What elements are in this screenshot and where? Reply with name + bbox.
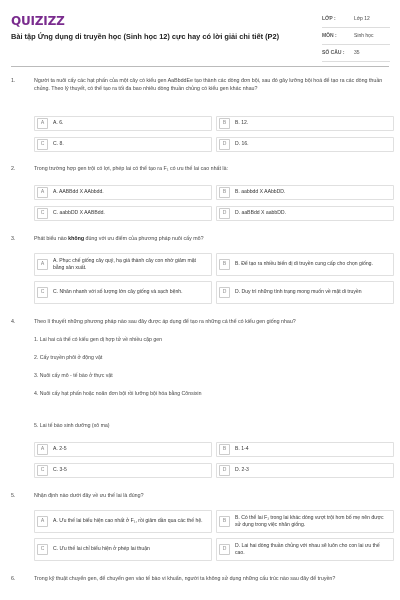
option-letter: C — [37, 544, 48, 555]
page-title: Bài tập Ứng dụng di truyền học (Sinh học 12) cực hay có lời giải chi tiết (P2) — [11, 32, 280, 41]
statement-2: 2. Cấy truyền phôi ở động vật — [34, 355, 103, 361]
question-number: 5. — [11, 493, 16, 499]
option-letter: A — [37, 187, 48, 198]
meta-key: SỐ CÂU : — [322, 50, 345, 56]
question-number: 1. — [11, 78, 16, 84]
option-c[interactable] — [34, 538, 212, 561]
option-text: A. AABBdd X AAbbdd. — [53, 189, 104, 196]
option-d[interactable] — [216, 206, 394, 221]
option-text: B. aabbdd X AAbbDD. — [235, 189, 286, 196]
option-text: C. 3-5 — [53, 467, 67, 474]
option-a[interactable] — [34, 442, 212, 457]
option-letter: C — [37, 139, 48, 150]
option-letter: B — [219, 516, 230, 527]
option-letter: B — [219, 444, 230, 455]
question-1 — [11, 78, 389, 153]
option-letter: A — [37, 516, 48, 527]
option-text: A. 2-5 — [53, 446, 67, 453]
option-letter: A — [37, 118, 48, 129]
question-text — [34, 236, 384, 244]
option-text: D. 2-3 — [235, 467, 249, 474]
option-text: B. Có thể lai F₁ trong lai khác dòng vượt trội hơn bố mẹ nên được sử dụng trong việc nhân giống. — [235, 514, 384, 528]
option-a[interactable] — [34, 253, 212, 276]
statement-3: 3. Nuôi cấy mô - tế bào ở thực vật — [34, 373, 113, 379]
question-text: Trong kỹ thuật chuyển gen, để chuyển gen vào tế bào vi khuẩn, người ta không sử dụng những cấu trúc nào sau đây để truyền? — [34, 576, 336, 582]
question-text-emphasis: không — [68, 236, 85, 242]
option-b[interactable] — [216, 185, 394, 200]
option-letter: A — [37, 444, 48, 455]
option-text: B. 1-4 — [235, 446, 249, 453]
question-4 — [11, 319, 389, 481]
meta-row-subject — [322, 28, 390, 45]
option-text: C. Ưu thế lai chỉ biểu hiện ở phép lai thuận — [53, 546, 150, 553]
option-letter: C — [37, 287, 48, 298]
option-d[interactable] — [216, 137, 394, 152]
statement-5: 5. Lai tế bào sinh dưỡng (xô ma) — [34, 423, 110, 429]
option-letter: D — [219, 465, 230, 476]
meta-value: Lớp 12 — [354, 16, 370, 22]
question-2 — [11, 166, 389, 226]
question-text-part: Phát biểu nào — [34, 236, 69, 242]
option-text: A. 6. — [53, 120, 64, 127]
quizizz-logo: QUIZIZZ — [11, 14, 65, 28]
question-text: Trong trường hợp gen trội có lợi, phép lai có thể tạo ra F₁ có ưu thế lai cao nhất là: — [34, 166, 229, 172]
option-letter: D — [219, 208, 230, 219]
option-b[interactable] — [216, 510, 394, 533]
question-number: 6. — [11, 576, 16, 582]
option-text: C. 8. — [53, 141, 64, 148]
option-text: B. 12. — [235, 120, 249, 127]
question-3 — [11, 236, 389, 311]
option-letter: B — [219, 259, 230, 270]
page-header — [0, 0, 400, 62]
statement-1: 1. Lai hai cá thể có kiểu gen dị hợp tử về nhiều cặp gen — [34, 337, 163, 343]
option-a[interactable] — [34, 116, 212, 131]
option-letter: C — [37, 208, 48, 219]
option-d[interactable] — [216, 463, 394, 478]
option-c[interactable] — [34, 137, 212, 152]
option-c[interactable] — [34, 281, 212, 304]
option-text: D. aaBBdd X aabbDD. — [235, 210, 286, 217]
question-number: 3. — [11, 236, 16, 242]
option-text: A. Ưu thế lai biểu hiện cao nhất ở F₁, rồi giảm dần qua các thế hệ. — [53, 518, 203, 525]
header-divider — [11, 66, 389, 67]
option-d[interactable] — [216, 281, 394, 304]
question-text-part: đúng với ưu điểm của phương pháp nuôi cấy mô? — [84, 236, 204, 242]
option-letter: D — [219, 544, 230, 555]
option-b[interactable] — [216, 116, 394, 131]
option-a[interactable] — [34, 510, 212, 533]
option-text: C. aabbDD X AABBdd. — [53, 210, 105, 217]
option-letter: D — [219, 287, 230, 298]
option-text: B. Để tạo ra nhiều biến dị di truyền cung cấp cho chọn giống. — [235, 261, 373, 268]
option-text: D. Lai hai dòng thuần chủng với nhau sẽ luôn cho con lai ưu thế cao. — [235, 542, 380, 556]
question-number: 2. — [11, 166, 16, 172]
option-letter: B — [219, 118, 230, 129]
question-6 — [11, 576, 389, 598]
meta-row-count — [322, 45, 390, 62]
meta-key: MÔN : — [322, 33, 337, 39]
option-text: C. Nhân nhanh với số lượng lớn cây giống và sạch bệnh. — [53, 289, 183, 296]
option-text: D. 16. — [235, 141, 249, 148]
option-b[interactable] — [216, 253, 394, 276]
option-a[interactable] — [34, 185, 212, 200]
question-text: Nhận định nào dưới đây về ưu thế lai là đúng? — [34, 493, 144, 499]
option-b[interactable] — [216, 442, 394, 457]
option-letter: C — [37, 465, 48, 476]
question-text: Theo lí thuyết những phương pháp nào sau đây được áp dụng để tạo ra những cá thể có kiểu gen giống nhau? — [34, 319, 296, 325]
option-letter: D — [219, 139, 230, 150]
option-letter: B — [219, 187, 230, 198]
meta-value: Sinh học — [354, 33, 374, 39]
question-5 — [11, 493, 389, 565]
option-text: A. Phục chế giống cây quý, hạ giá thành cây con nhờ giảm mặt bằng sản xuất. — [53, 257, 196, 271]
meta-key: LỚP : — [322, 16, 336, 22]
option-letter: A — [37, 259, 48, 270]
meta-table — [322, 11, 390, 62]
meta-value: 35 — [354, 50, 360, 56]
option-c[interactable] — [34, 463, 212, 478]
option-c[interactable] — [34, 206, 212, 221]
question-text: Người ta nuôi cấy các hạt phấn của một cây có kiểu gen AaBbddEe tạo thành các dòng đơn bội, sau đó gây lưỡng bội hoá để tạo ra các dòng thuần chủng. Theo lý thuyết, có thể tạo ra tối đa bao nhiêu dòng thuần chủng có kiểu gen khác nhau? — [34, 78, 383, 92]
option-d[interactable] — [216, 538, 394, 561]
meta-row-grade — [322, 11, 390, 28]
option-text: D. Duy trì những tính trạng mong muốn về mặt di truyền — [235, 289, 362, 296]
statement-4: 4. Nuôi cấy hạt phấn hoặc noãn đơn bội rồi lưỡng bội hóa bằng Cônsixin — [34, 391, 202, 397]
question-number: 4. — [11, 319, 16, 325]
